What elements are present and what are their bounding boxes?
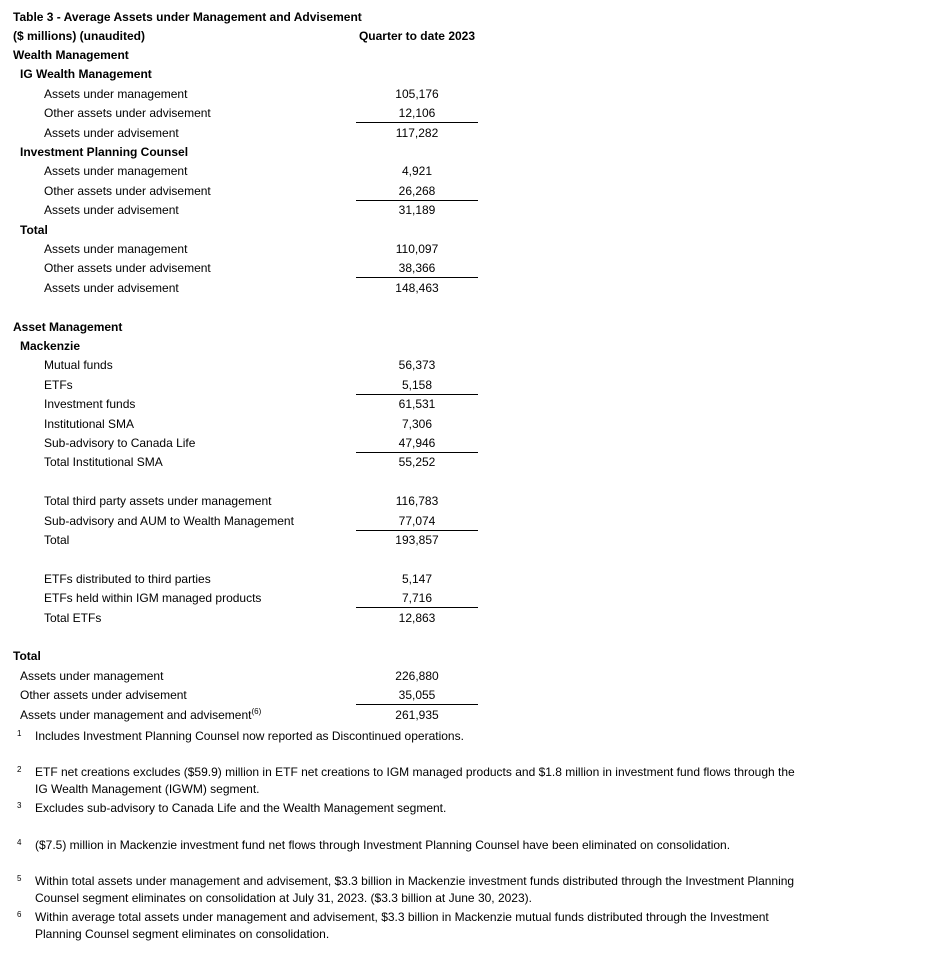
footnote-number: 6	[17, 910, 22, 919]
row-label: Mutual funds	[44, 358, 113, 373]
row-value: 31,189	[398, 203, 436, 218]
row-value: 226,880	[395, 668, 439, 683]
row-label: Mackenzie	[20, 339, 81, 353]
table-row	[0, 609, 940, 628]
row-value: 148,463	[395, 280, 439, 295]
table-row	[0, 85, 940, 104]
table-row	[0, 473, 940, 492]
footnote-text: Includes Investment Planning Counsel now reported as Discontinued operations.	[35, 729, 464, 743]
table-row	[0, 686, 940, 705]
row-label: IG Wealth Management	[20, 67, 152, 82]
row-label: ETFs distributed to third parties	[44, 571, 211, 586]
row-value: 5,147	[401, 571, 433, 586]
row-label: Asset Management	[13, 319, 123, 334]
row-value: 12,863	[398, 610, 436, 625]
row-label: Other assets under advisement	[44, 261, 211, 276]
row-label: Assets under management and advisement$^{(6)}$	[20, 706, 262, 722]
table-row	[0, 706, 940, 725]
table-row	[0, 182, 940, 201]
row-label: Assets under management	[44, 86, 188, 101]
table-title-row	[0, 8, 940, 27]
row-label: Total third party assets under management	[44, 494, 272, 509]
row-value: 4,921	[401, 164, 433, 179]
table-row	[0, 337, 940, 356]
row-label: Other assets under advisement	[20, 688, 187, 703]
row-label: Sub-advisory and AUM to Wealth Management	[44, 513, 294, 528]
row-value: 7,306	[401, 416, 433, 431]
table-row	[0, 453, 940, 472]
footnote-text: Within average total assets under management and advisement, $3.3 billion in Mackenzie mutual funds distributed through the Investment Planning Counsel segment eliminates on consolidation.	[35, 910, 769, 941]
row-label: Total Institutional SMA	[44, 455, 163, 470]
footnote-number: 5	[17, 874, 22, 883]
table-row	[0, 395, 940, 414]
table-row	[0, 104, 940, 123]
row-label: Assets under advisement	[44, 125, 179, 140]
row-value: 56,373	[398, 358, 436, 373]
column-header: Quarter to date 2023	[358, 29, 476, 43]
table-row	[0, 550, 940, 569]
row-value: 7,716	[356, 589, 478, 608]
footnote-number: 4	[17, 838, 22, 847]
row-value: 110,097	[395, 242, 439, 256]
footnote-text: Excludes sub-advisory to Canada Life and the Wealth Management segment.	[35, 801, 447, 815]
table-row	[0, 143, 940, 162]
row-label: Wealth Management	[13, 48, 129, 62]
row-value: 35,055	[356, 686, 478, 705]
row-value: 5,158	[356, 376, 478, 395]
row-label: Assets under advisement	[44, 280, 179, 295]
row-value: 47,946	[356, 434, 478, 453]
table-header-row	[0, 27, 940, 46]
row-label: Institutional SMA	[44, 416, 135, 431]
row-label: Sub-advisory to Canada Life	[44, 436, 196, 450]
row-value: 26,268	[356, 182, 478, 201]
footnote-number: 1	[17, 729, 22, 738]
table-row	[0, 589, 940, 608]
footnote-text: ETF net creations excludes ($59.9) million in ETF net creations to IGM managed products and $1.8 million in investment fund flows through the IG Wealth Management (IGWM) segment.	[35, 765, 795, 796]
table-row	[0, 415, 940, 434]
row-value: 12,106	[356, 104, 478, 123]
row-label: Assets under advisement	[44, 203, 179, 218]
table-row	[0, 279, 940, 298]
footnote-text: Within total assets under management and advisement, $3.3 billion in Mackenzie investment funds distributed through the Investment Planning Counsel segment eliminates on consolidation at July 31, 2023. ($3.3 billion at June 30, 2023).	[35, 874, 795, 905]
footnote-text: ($7.5) million in Mackenzie investment fund net flows through Investment Planning Counsel have been eliminated on consolidation.	[35, 838, 731, 852]
table-row	[0, 628, 940, 647]
table-row	[0, 221, 940, 240]
table-row	[0, 492, 940, 511]
table-row	[0, 240, 940, 259]
table-row	[0, 647, 940, 666]
table-row	[0, 570, 940, 589]
row-label: Investment funds	[44, 397, 136, 412]
table-units: ($ millions) (unaudited)	[13, 29, 145, 43]
row-label: Assets under management	[20, 668, 164, 683]
row-label: Other assets under advisement	[44, 106, 211, 121]
row-label: ETFs held within IGM managed products	[44, 591, 262, 606]
table-row	[0, 434, 940, 453]
row-value: 105,176	[395, 86, 439, 101]
table-row	[0, 318, 940, 337]
row-label: Assets under management	[44, 242, 188, 256]
table-row	[0, 46, 940, 65]
row-value: 193,857	[395, 533, 439, 547]
table-row	[0, 124, 940, 143]
table-row	[0, 162, 940, 181]
row-value: 117,282	[395, 125, 439, 140]
table-row	[0, 512, 940, 531]
row-label: Assets under management	[44, 164, 188, 179]
row-label: Total	[20, 222, 48, 237]
row-value: 77,074	[356, 512, 478, 531]
row-label: ETFs	[44, 377, 73, 392]
table-row	[0, 356, 940, 375]
row-value: 38,366	[356, 259, 478, 278]
table-row	[0, 259, 940, 278]
footnote-ref: (6)	[251, 706, 262, 716]
row-value: 116,783	[395, 494, 439, 509]
row-label: Other assets under advisement	[44, 183, 211, 198]
row-value: 261,935	[395, 707, 439, 722]
table-row	[0, 531, 940, 550]
table-row	[0, 65, 940, 84]
row-label: Total ETFs	[44, 610, 102, 625]
row-value: 55,252	[398, 455, 436, 470]
table-row	[0, 376, 940, 395]
row-label: Total	[44, 533, 70, 547]
row-label: Total	[13, 649, 41, 664]
row-value: 61,531	[398, 397, 436, 412]
footnote-number: 3	[17, 801, 22, 810]
row-label: Investment Planning Counsel	[20, 145, 189, 159]
table-row	[0, 298, 940, 317]
table-title: Table 3 - Average Assets under Management and Advisement	[13, 10, 362, 24]
table-row	[0, 667, 940, 686]
table-row	[0, 201, 940, 220]
footnote-number: 2	[17, 765, 22, 774]
